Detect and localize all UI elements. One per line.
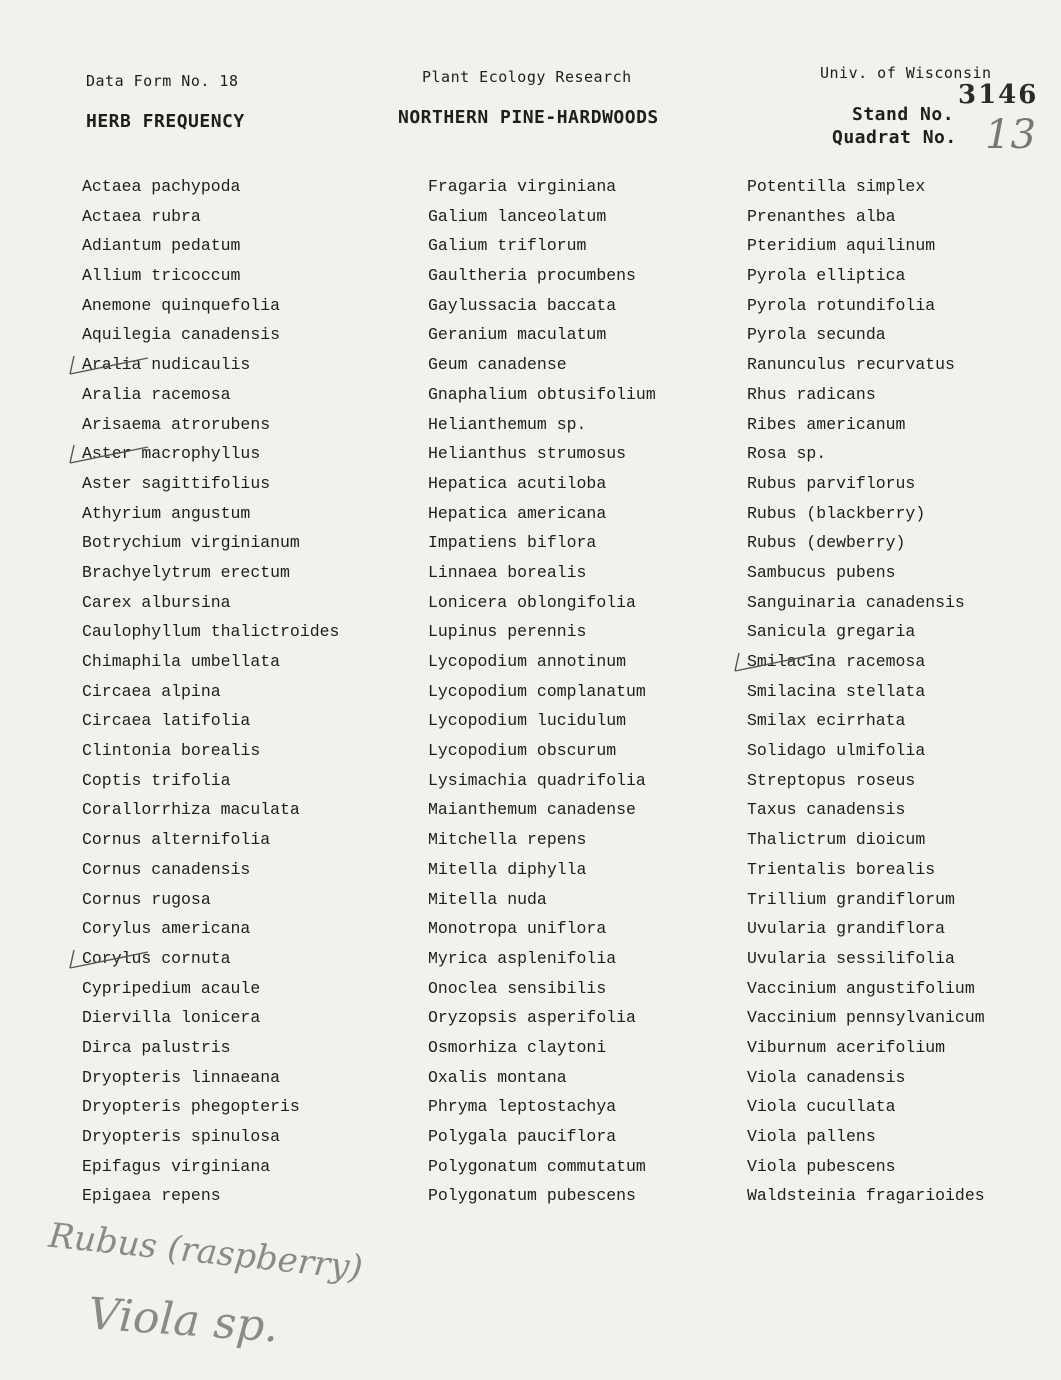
species-item <box>82 795 339 825</box>
species-name: Linnaea borealis <box>428 562 587 582</box>
species-name: Maianthemum canadense <box>428 800 636 820</box>
species-name: Aster macrophyllus <box>82 444 261 464</box>
species-item <box>747 320 985 350</box>
species-item <box>747 1033 985 1063</box>
species-name: Pteridium aquilinum <box>747 236 936 256</box>
species-name: Lycopodium complanatum <box>428 681 646 701</box>
species-item <box>747 1152 985 1182</box>
species-name: Dryopteris spinulosa <box>82 1127 281 1146</box>
species-item <box>747 410 985 440</box>
species-name: Osmorhiza claytoni <box>428 1037 607 1057</box>
species-name: Adiantum pedatum <box>82 236 241 256</box>
species-name: Mitchella repens <box>428 830 587 850</box>
species-item <box>82 469 339 499</box>
species-item <box>747 617 985 647</box>
species-name: Trientalis borealis <box>747 859 936 879</box>
species-item <box>82 1063 339 1093</box>
species-name: Epifagus virginiana <box>82 1156 271 1176</box>
species-item <box>747 528 985 558</box>
species-item <box>747 766 985 796</box>
species-name: Galium lanceolatum <box>428 206 607 226</box>
species-name: Helianthus strumosus <box>428 444 627 464</box>
species-item <box>82 1033 339 1063</box>
species-name: Gnaphalium obtusifolium <box>428 384 656 404</box>
species-name: Trillium grandiflorum <box>747 889 955 909</box>
species-item <box>428 736 656 766</box>
species-item <box>82 380 339 410</box>
species-name: Anemone quinquefolia <box>82 295 281 315</box>
species-name: Streptopus roseus <box>747 770 916 790</box>
species-item <box>428 974 656 1004</box>
species-item <box>82 706 339 736</box>
species-item <box>428 795 656 825</box>
species-name: Allium tricoccum <box>82 266 241 286</box>
species-item <box>747 1092 985 1122</box>
species-item <box>428 1122 656 1152</box>
species-item <box>747 1063 985 1093</box>
species-item <box>747 1181 985 1211</box>
species-name: Phryma leptostachya <box>428 1097 617 1117</box>
species-name: Arisaema atrorubens <box>82 414 271 434</box>
checkmark-icon <box>68 352 88 376</box>
species-name: Ribes americanum <box>747 414 906 434</box>
species-column-1 <box>82 172 339 1211</box>
species-item <box>82 439 339 469</box>
species-name: Viburnum acerifolium <box>747 1037 946 1057</box>
species-item <box>82 1181 339 1211</box>
species-item <box>747 172 985 202</box>
species-name: Botrychium virginianum <box>82 533 300 553</box>
species-name: Aralia racemosa <box>82 384 231 404</box>
species-name: Mitella nuda <box>428 889 547 909</box>
species-item <box>82 944 339 974</box>
species-name: Geranium maculatum <box>428 325 607 345</box>
species-item <box>747 1122 985 1152</box>
species-name: Dryopteris linnaeana <box>82 1067 281 1087</box>
species-item <box>82 350 339 380</box>
checkmark-icon <box>68 441 88 465</box>
species-name: Onoclea sensibilis <box>428 978 607 998</box>
species-name: Helianthemum sp. <box>428 414 587 434</box>
species-name: Brachyelytrum erectum <box>82 562 290 582</box>
species-name: Mitella diphylla <box>428 859 587 879</box>
species-name: Rubus (dewberry) <box>747 533 906 553</box>
species-name: Rubus parviflorus <box>747 473 916 493</box>
species-name: Polygonatum commutatum <box>428 1156 646 1176</box>
species-name: Corallorrhiza maculata <box>82 800 300 820</box>
species-item <box>82 855 339 885</box>
species-name: Potentilla simplex <box>747 177 926 196</box>
species-item <box>428 1063 656 1093</box>
species-item <box>428 914 656 944</box>
species-name: Viola cucullata <box>747 1097 896 1117</box>
species-name: Smilax ecirrhata <box>747 711 906 731</box>
species-item <box>82 736 339 766</box>
species-item <box>428 380 656 410</box>
species-name: Vaccinium angustifolium <box>747 978 975 998</box>
species-column-2 <box>428 172 656 1211</box>
species-name: Polygonatum pubescens <box>428 1186 636 1206</box>
species-item <box>428 677 656 707</box>
species-name: Coptis trifolia <box>82 770 231 790</box>
species-name: Sanicula gregaria <box>747 622 916 642</box>
species-name: Rhus radicans <box>747 384 876 404</box>
species-name: Geum canadense <box>428 355 567 375</box>
species-name: Hepatica acutiloba <box>428 473 607 493</box>
species-name: Pyrola secunda <box>747 325 886 345</box>
species-item <box>428 1033 656 1063</box>
stand-label: Stand No. <box>852 104 955 125</box>
species-name: Gaultheria procumbens <box>428 266 636 286</box>
species-name: Lycopodium annotinum <box>428 652 627 671</box>
form-title: HERB FREQUENCY <box>86 111 245 132</box>
species-item <box>428 1152 656 1182</box>
species-item <box>428 825 656 855</box>
species-name: Cypripedium acaule <box>82 978 261 998</box>
species-item <box>82 499 339 529</box>
species-item <box>747 944 985 974</box>
species-item <box>428 855 656 885</box>
species-name: Epigaea repens <box>82 1186 221 1206</box>
species-name: Sanguinaria canadensis <box>747 592 965 612</box>
species-name: Oryzopsis asperifolia <box>428 1008 636 1028</box>
species-item <box>428 766 656 796</box>
species-name: Waldsteinia fragarioides <box>747 1186 985 1206</box>
species-name: Actaea pachypoda <box>82 177 241 196</box>
species-name: Aster sagittifolius <box>82 473 271 493</box>
species-name: Hepatica americana <box>428 503 607 523</box>
species-name: Cornus canadensis <box>82 859 251 879</box>
species-name: Carex albursina <box>82 592 231 612</box>
species-item <box>82 528 339 558</box>
species-item <box>82 291 339 321</box>
species-item <box>82 1152 339 1182</box>
species-name: Rubus (blackberry) <box>747 503 926 523</box>
species-name: Cornus alternifolia <box>82 830 271 850</box>
species-item <box>428 202 656 232</box>
species-item <box>428 261 656 291</box>
species-name: Circaea latifolia <box>82 711 251 731</box>
species-name: Cornus rugosa <box>82 889 211 909</box>
pencil-note-viola-sp: Viola sp. <box>86 1288 281 1353</box>
species-name: Lonicera oblongifolia <box>428 592 636 612</box>
species-name: Corylus cornuta <box>82 948 231 968</box>
species-name: Pyrola elliptica <box>747 266 906 286</box>
species-item <box>428 410 656 440</box>
species-name: Taxus canadensis <box>747 800 906 820</box>
species-name: Clintonia borealis <box>82 741 261 761</box>
species-name: Rosa sp. <box>747 444 827 464</box>
species-name: Vaccinium pennsylvanicum <box>747 1008 985 1028</box>
species-item <box>428 439 656 469</box>
species-item <box>428 469 656 499</box>
species-item <box>747 380 985 410</box>
species-name: Pyrola rotundifolia <box>747 295 936 315</box>
species-item <box>747 231 985 261</box>
species-name: Smilacina racemosa <box>747 652 926 671</box>
species-name: Monotropa uniflora <box>428 919 607 939</box>
species-item <box>747 825 985 855</box>
species-item <box>82 885 339 915</box>
species-name: Myrica asplenifolia <box>428 948 617 968</box>
species-name: Uvularia grandiflora <box>747 919 946 939</box>
species-item <box>82 261 339 291</box>
species-item <box>82 766 339 796</box>
species-item <box>82 1122 339 1152</box>
species-item <box>747 469 985 499</box>
species-name: Corylus americana <box>82 919 251 939</box>
species-item <box>82 588 339 618</box>
species-item <box>82 617 339 647</box>
species-name: Gaylussacia baccata <box>428 295 617 315</box>
species-name: Prenanthes alba <box>747 206 896 226</box>
species-item <box>82 677 339 707</box>
species-item <box>747 795 985 825</box>
species-item <box>428 558 656 588</box>
species-name: Lycopodium lucidulum <box>428 711 627 731</box>
species-item <box>747 885 985 915</box>
species-item <box>82 914 339 944</box>
species-name: Polygala pauciflora <box>428 1127 617 1146</box>
species-name: Lycopodium obscurum <box>428 741 617 761</box>
quadrat-label: Quadrat No. <box>832 127 957 148</box>
species-item <box>428 944 656 974</box>
species-name: Dirca palustris <box>82 1037 231 1057</box>
species-name: Viola pallens <box>747 1127 876 1146</box>
species-name: Circaea alpina <box>82 681 221 701</box>
species-name: Uvularia sessilifolia <box>747 948 955 968</box>
program-name: Plant Ecology Research <box>422 68 632 86</box>
form-number: Data Form No. 18 <box>86 72 239 90</box>
species-item <box>82 974 339 1004</box>
species-name: Athyrium angustum <box>82 503 251 523</box>
species-item <box>747 677 985 707</box>
species-item <box>747 291 985 321</box>
species-name: Oxalis montana <box>428 1067 567 1087</box>
checkmark-icon <box>68 946 88 970</box>
species-item <box>82 320 339 350</box>
species-name: Aquilegia canadensis <box>82 325 281 345</box>
species-item <box>82 410 339 440</box>
species-item <box>82 172 339 202</box>
stand-number: 3146 <box>958 80 1039 110</box>
species-item <box>747 261 985 291</box>
species-item <box>428 320 656 350</box>
species-item <box>428 172 656 202</box>
species-item <box>747 439 985 469</box>
species-item <box>428 706 656 736</box>
community-title: NORTHERN PINE-HARDWOODS <box>398 107 659 128</box>
species-name: Lupinus perennis <box>428 622 587 642</box>
species-item <box>747 647 985 677</box>
species-item <box>747 914 985 944</box>
species-item <box>428 1003 656 1033</box>
species-item <box>747 974 985 1004</box>
pencil-note-rubus-raspberry: Rubus (raspberry) <box>46 1215 365 1289</box>
species-name: Actaea rubra <box>82 206 201 226</box>
species-item <box>747 558 985 588</box>
species-item <box>747 706 985 736</box>
species-item <box>747 1003 985 1033</box>
species-item <box>428 617 656 647</box>
species-name: Sambucus pubens <box>747 562 896 582</box>
species-name: Caulophyllum thalictroides <box>82 622 340 642</box>
species-item <box>747 736 985 766</box>
species-item <box>428 588 656 618</box>
species-item <box>747 202 985 232</box>
species-item <box>428 291 656 321</box>
species-item <box>428 528 656 558</box>
species-item <box>82 647 339 677</box>
species-name: Viola canadensis <box>747 1067 906 1087</box>
species-name: Aralia nudicaulis <box>82 355 251 375</box>
species-name: Solidago ulmifolia <box>747 741 926 761</box>
species-item <box>428 1092 656 1122</box>
species-column-3 <box>747 172 985 1211</box>
species-item <box>82 825 339 855</box>
species-item <box>82 202 339 232</box>
species-item <box>428 885 656 915</box>
species-name: Diervilla lonicera <box>82 1008 261 1028</box>
species-item <box>428 499 656 529</box>
species-item <box>428 647 656 677</box>
species-item <box>82 1092 339 1122</box>
species-item <box>82 558 339 588</box>
institution-name: Univ. of Wisconsin <box>820 64 992 82</box>
species-name: Dryopteris phegopteris <box>82 1097 300 1117</box>
species-item <box>428 1181 656 1211</box>
species-name: Ranunculus recurvatus <box>747 355 955 375</box>
species-name: Lysimachia quadrifolia <box>428 770 646 790</box>
species-name: Thalictrum dioicum <box>747 830 926 850</box>
species-item <box>747 499 985 529</box>
species-name: Galium triflorum <box>428 236 587 256</box>
species-item <box>428 231 656 261</box>
species-item <box>82 1003 339 1033</box>
species-name: Viola pubescens <box>747 1156 896 1176</box>
species-item <box>747 588 985 618</box>
species-name: Impatiens biflora <box>428 533 597 553</box>
checkmark-icon <box>733 649 753 673</box>
species-name: Smilacina stellata <box>747 681 926 701</box>
species-item <box>428 350 656 380</box>
species-name: Chimaphila umbellata <box>82 652 281 671</box>
species-item <box>747 350 985 380</box>
quadrat-number: 13 <box>985 112 1036 158</box>
species-item <box>747 855 985 885</box>
species-item <box>82 231 339 261</box>
species-name: Fragaria virginiana <box>428 177 617 196</box>
